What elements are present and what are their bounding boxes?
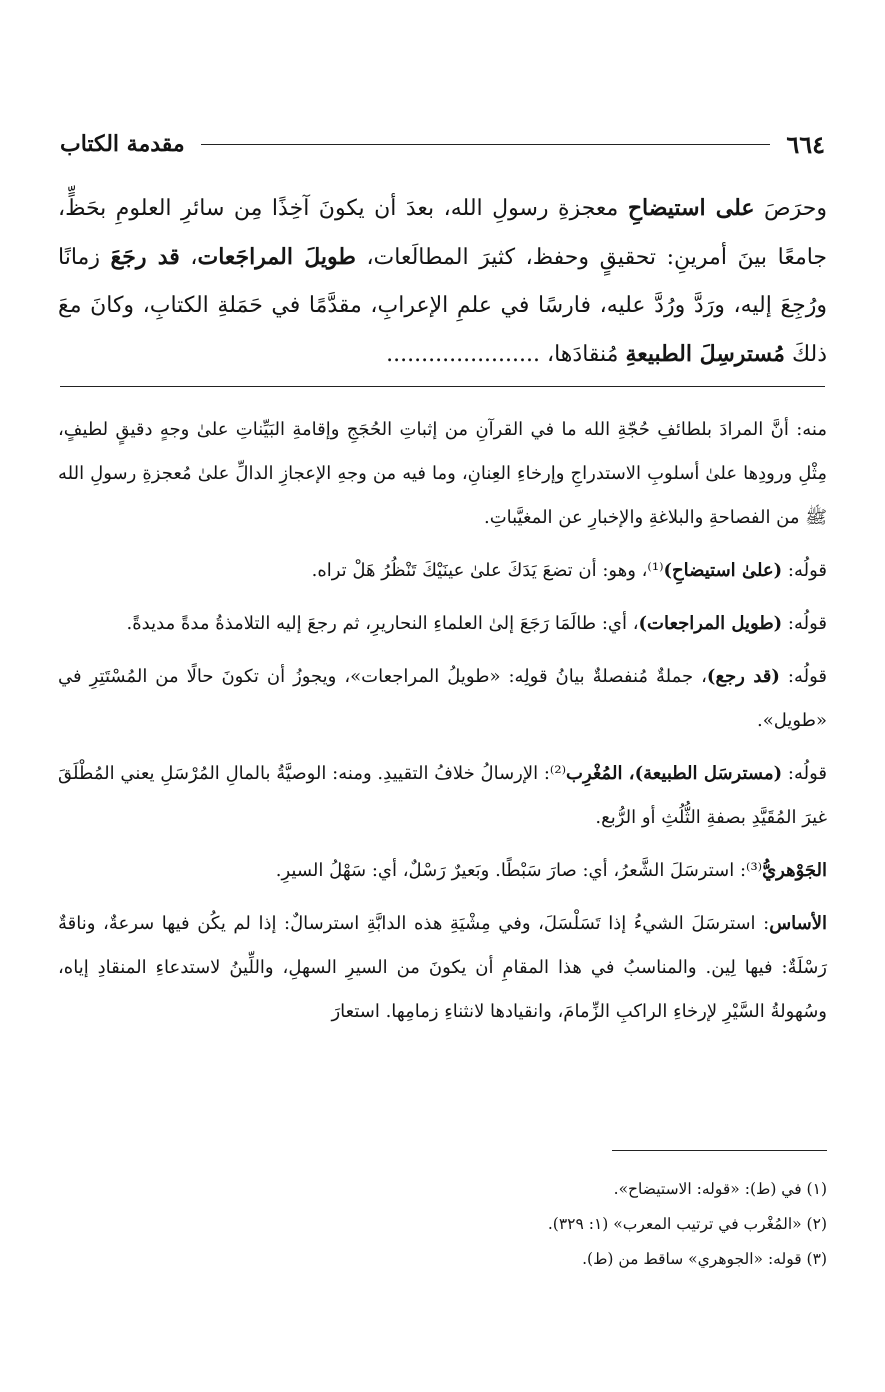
main-highlight: على استيضاحِ bbox=[627, 195, 755, 221]
main-paragraph bbox=[58, 184, 827, 379]
text-run: قولُه: bbox=[782, 560, 827, 581]
commentary bbox=[58, 408, 827, 1043]
text-run: قولُه: bbox=[779, 666, 827, 687]
text-run: ⁽²⁾: الإرسالُ خلافُ التقييدِ. ومنه: الوصيَّةُ بالمالِ المُرْسَلِ يعني المُطْلَقَ غيرَ المُقَيَّدِ بصفةِ الثُّلُثِ أو الرُّبع. bbox=[58, 763, 827, 828]
text-run: : استرسَلَ الشيءُ إذا تَسَلْسَلَ، وفي مِشْيَةِ هذه الدابَّةِ استرسالٌ: إذا لم يكُن فيها سرعةٌ، وناقةٌ رَسْلَةٌ: فيها لِين. والمناسبُ في هذا المقامِ أن يكونَ من السيرِ السهلِ، واللِّينُ لاستدعاءِ المنقادِ إياه، وسُهولةُ السَّيْرِ لإرخاءِ الراكبِ الزِّمامَ، وانقيادها لانثناءِ زمامِها. استعارَ bbox=[58, 913, 827, 1022]
source-name: الجَوْهريُّ bbox=[762, 860, 827, 881]
main-highlight: مُسترسِلَ الطبيعةِ bbox=[625, 341, 785, 367]
text-run: ، جملةٌ مُنفصلةٌ بيانُ قولِه: «طويلُ المراجعات»، ويجوزُ أن تكونَ حالًا من المُسْتَتِرِ في «طويل». bbox=[58, 666, 827, 731]
main-highlight: طويلَ المراجَعات bbox=[197, 244, 356, 270]
running-title: مقدمة الكتاب bbox=[60, 131, 185, 157]
main-text-run: زمانًا ورُجِعَ إليه، ورَدَّ ورُدَّ عليه، فارسًا في علمِ الإعرابِ، مقدَّمًا في حَمَلةِ الكتابِ، وكانَ معَ ذلكَ bbox=[58, 245, 827, 367]
section-divider bbox=[60, 386, 825, 387]
running-header bbox=[60, 126, 825, 162]
lemma: (طويل المراجعات) bbox=[638, 613, 783, 634]
text-run: ⁽¹⁾، وهو: أن تضعَ يَدَكَ علىٰ عينَيْكَ تَنْظُرُ هَلْ تراه. bbox=[311, 560, 664, 581]
main-text-run: ، bbox=[179, 245, 198, 270]
footnote: (٣) قوله: «الجوهري» ساقط من (ط). bbox=[582, 1250, 827, 1268]
footnote: (٢) «المُغْرب في ترتيب المعرب» (١: ٣٢٩). bbox=[547, 1215, 827, 1233]
commentary-paragraph bbox=[58, 549, 827, 593]
text-run: ، أي: طالَمَا رَجَعَ إلىٰ العلماءِ النحاريرِ، ثم رجعَ إليه التلامذةُ مدةً مديدةً. bbox=[126, 613, 639, 634]
main-text bbox=[58, 184, 827, 379]
lemma: (قد رجع) bbox=[706, 666, 780, 687]
main-highlight: قد رجَعَ bbox=[110, 244, 180, 270]
commentary-paragraph bbox=[58, 655, 827, 743]
footnote-divider bbox=[612, 1150, 827, 1151]
lemma: (علىٰ استيضاحِ) bbox=[663, 560, 783, 581]
main-text-run: وحرَصَ bbox=[754, 196, 827, 221]
commentary-paragraph: منه: أنَّ المرادَ بلطائفِ حُجّةِ الله ما في القرآنِ من إثباتِ الحُجَجِ وإقامةِ البَيِّناتِ علىٰ وجهٍ دقيقٍ لطيفٍ، مِثْلِ ورودِها علىٰ أسلوبِ الاستدراجِ وإرخاءِ العِنانِ، وما فيه من وجهِ الإعجازِ الدالِّ علىٰ مُعجزةِ رسولِ الله ﷺ من الفصاحةِ والبلاغةِ والإخبارِ عن المغيَّباتِ. bbox=[58, 419, 827, 528]
source-name: الأساس bbox=[769, 913, 827, 934]
main-text-run: مُنقادَها، ...................... bbox=[386, 342, 626, 367]
commentary-paragraph bbox=[58, 752, 827, 840]
footnote: (١) في (ط): «قوله: الاستيضاح». bbox=[613, 1180, 827, 1198]
commentary-paragraph bbox=[58, 849, 827, 893]
main-text-run: معجزةِ رسولِ الله، بعدَ أن يكونَ آخِذًا مِن سائرِ العلومِ بحَظٍّ، جامعًا بينَ أمرينِ: تحقيقٍ وحفظ، كثيرَ المطالَعات، bbox=[58, 196, 828, 270]
lemma: (مسترسَل الطبيعة)، المُغْرِب bbox=[566, 763, 783, 784]
commentary-paragraph bbox=[58, 602, 827, 646]
text-run: قولُه: bbox=[782, 613, 827, 634]
header-rule bbox=[201, 144, 771, 145]
footnotes bbox=[58, 1172, 827, 1277]
page-number: ٦٦٤ bbox=[786, 129, 825, 159]
text-run: ⁽³⁾: استرسَلَ الشَّعرُ، أي: صارَ سَبْطًا. وبَعيرٌ رَسْلٌ، أي: سَهْلُ السيرِ. bbox=[275, 860, 763, 881]
text-run: قولُه: bbox=[782, 763, 827, 784]
commentary-paragraph bbox=[58, 902, 827, 1034]
